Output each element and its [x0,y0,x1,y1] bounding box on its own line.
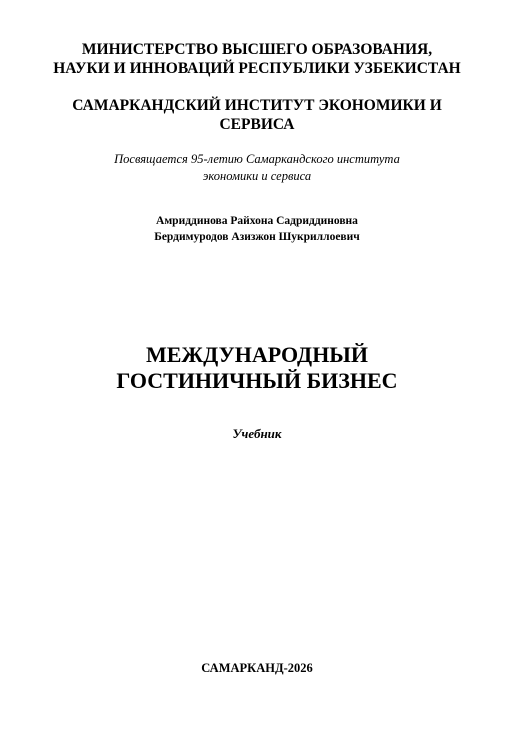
dedication-line-1: Посвящается 95-летию Самаркандского института [114,152,400,166]
dedication-line-2: экономики и сервиса [202,169,312,183]
ministry-line-1: МИНИСТЕРСТВО ВЫСШЕГО ОБРАЗОВАНИЯ, [81,41,433,58]
institute-line-2: СЕРВИСА [219,116,295,133]
city-year: САМАРКАНД-2026 [201,661,313,675]
ministry-line-2: НАУКИ И ИННОВАЦИЙ РЕСПУБЛИКИ УЗБЕКИСТАН [53,60,461,77]
book-title-line-1: МЕЖДУНАРОДНЫЙ [145,342,369,367]
author-2: Бердимуродов Азизжон Шукриллоевич [154,231,360,243]
institute-line-1: САМАРКАНДСКИЙ ИНСТИТУТ ЭКОНОМИКИ И [72,97,442,114]
book-type: Учебник [232,426,282,441]
book-title-line-2: ГОСТИНИЧНЫЙ БИЗНЕС [116,368,398,393]
author-1: Амриддинова Райхона Садриддиновна [156,215,358,227]
